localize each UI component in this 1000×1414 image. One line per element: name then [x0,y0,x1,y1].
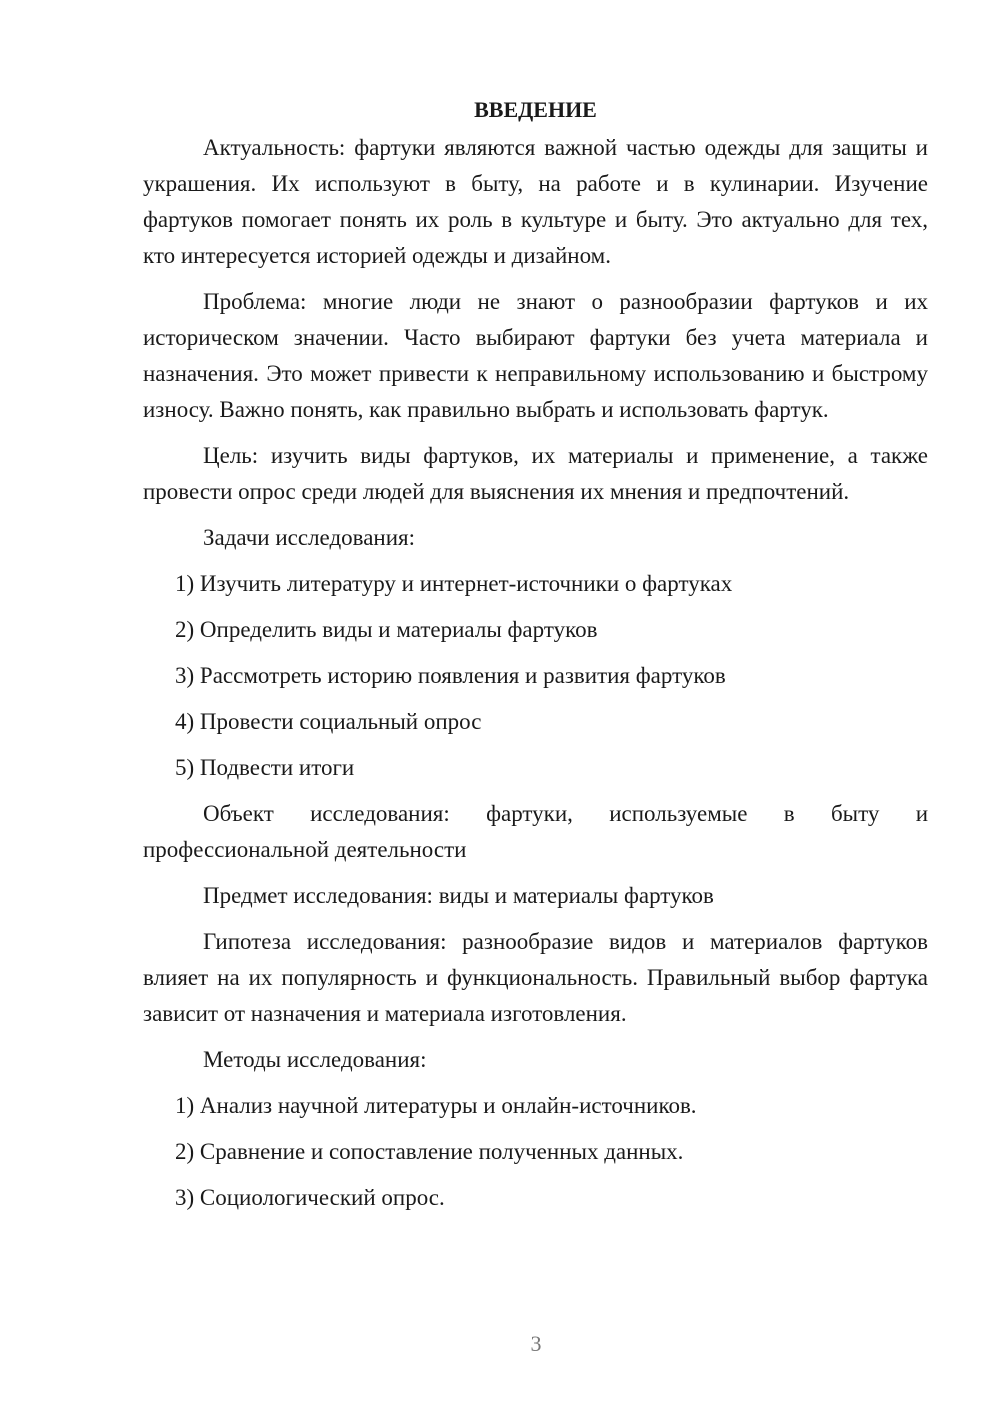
subject-paragraph: Предмет исследования: виды и материалы фартуков [203,883,714,908]
task-item: 5) Подвести итоги [175,755,355,780]
task-item: 3) Рассмотреть историю появления и развития фартуков [175,663,726,688]
section-title: ВВЕДЕНИЕ [474,97,597,122]
hypothesis-paragraph: Гипотеза исследования: разнообразие видов и материалов фартуков влияет на их популярность и функциональность. Правильный выбор фартука зависит от назначения и материала изготовления. [143,929,928,1026]
task-item: 4) Провести социальный опрос [175,709,482,734]
relevance-paragraph: Актуальность: фартуки являются важной частью одежды для защиты и украшения. Их используют в быту, на работе и в кулинарии. Изучение фартуков помогает понять их роль в культуре и быту. Это актуально для тех, кто интересуется историей одежды и дизайном. [143,135,928,268]
task-item: 1) Изучить литературу и интернет-источники о фартуках [175,571,733,596]
page-content [143,92,928,1226]
method-item: 2) Сравнение и сопоставление полученных данных. [175,1139,684,1164]
task-item: 2) Определить виды и материалы фартуков [175,617,598,642]
tasks-heading: Задачи исследования: [203,525,416,550]
object-paragraph: Объект исследования: фартуки, используемые в быту и профессиональной деятельности [143,801,928,862]
methods-heading: Методы исследования: [203,1047,427,1072]
method-item: 1) Анализ научной литературы и онлайн-источников. [175,1093,697,1118]
problem-paragraph: Проблема: многие люди не знают о разнообразии фартуков и их историческом значении. Часто выбирают фартуки без учета материала и назначения. Это может привести к неправильному использованию и быстрому износу. Важно понять, как правильно выбрать и использовать фартук. [143,289,928,422]
page-number: 3 [530,1331,542,1356]
goal-paragraph: Цель: изучить виды фартуков, их материалы и применение, а также провести опрос среди людей для выяснения их мнения и предпочтений. [143,443,928,504]
method-item: 3) Социологический опрос. [175,1185,445,1210]
